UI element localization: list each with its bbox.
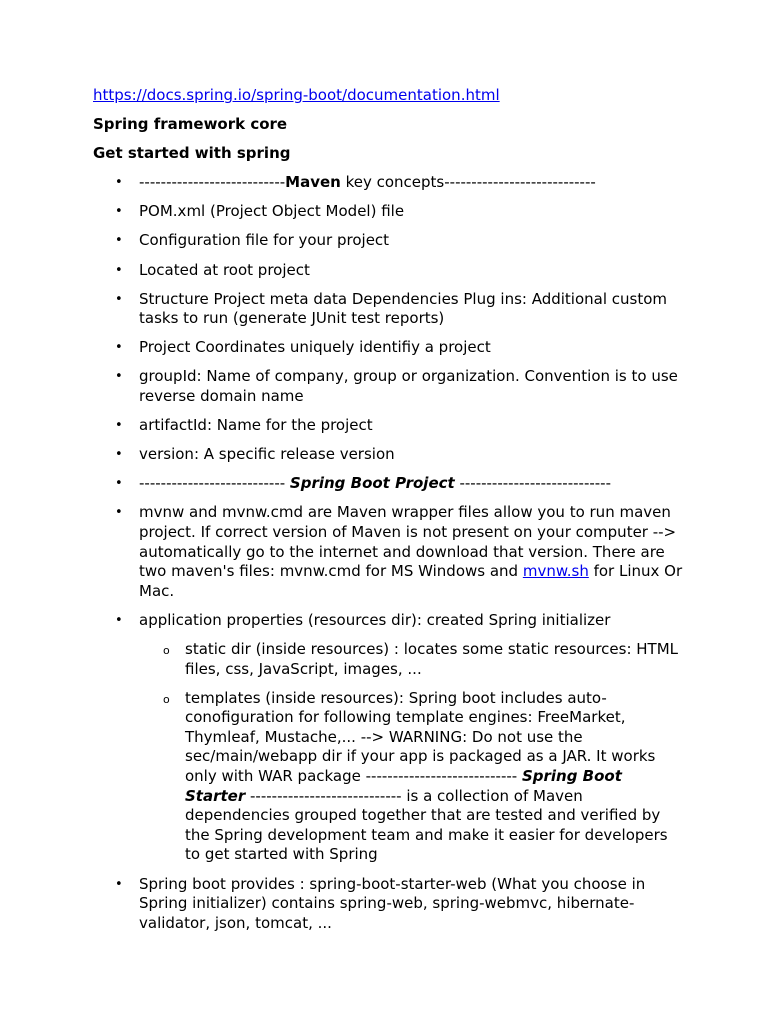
list-item: • Located at root project [93, 261, 683, 281]
mvnw-text: mvnw and mvnw.cmd are Maven wrapper files allow you to run maven project. If correct version of Maven is not present on your computer --> automatically go to the internet and download that version. There are two maven's files: mvnw.cmd for MS Windows and [139, 503, 677, 581]
mvnw-text-end: for Linux Or Mac. [139, 562, 683, 600]
maven-label: Maven [285, 173, 341, 192]
app-properties-text: application properties (resources dir): created Spring initializer [139, 610, 611, 629]
mvnw-sh-link[interactable]: mvnw.sh [522, 562, 589, 581]
list-item: • Configuration file for your project [93, 231, 683, 251]
sub-list-item-templates [139, 689, 683, 865]
list-item: • artifactId: Name for the project [93, 416, 683, 436]
spring-boot-starter-label: Spring Boot Starter [185, 767, 622, 805]
list-item-spring-boot-project-divider [93, 474, 683, 494]
list-item: • version: A specific release version [93, 445, 683, 465]
divider-dashes: --------------------------- [139, 474, 290, 493]
heading-spring-framework-core: Spring framework core [93, 115, 288, 134]
divider-dashes: --------------------------- [139, 173, 286, 192]
heading-get-started: Get started with spring [93, 144, 291, 163]
templates-text: templates (inside resources): Spring boot includes auto-conofiguration for following template engines: FreeMarket, Thymleaf, Mustache,... --> WARNING: Do not use the sec/main/webapp dir if your app is packaged as a JAR. It works only with WAR package ---------------------------- [185, 688, 656, 786]
divider-text: key concepts---------------------------- [340, 173, 596, 192]
spring-boot-project-label: Spring Boot Project [289, 474, 455, 493]
doc-url-link[interactable]: https://docs.spring.io/spring-boot/documentation.html [93, 86, 500, 104]
list-item: • POM.xml (Project Object Model) file [93, 202, 683, 222]
list-item: • Structure Project meta data Dependencies Plug ins: Additional custom tasks to run (generate JUnit test reports) [93, 290, 683, 329]
divider-dashes: ---------------------------- [454, 474, 612, 493]
list-item: • groupId: Name of company, group or organization. Convention is to use reverse domain name [93, 367, 683, 406]
list-item-maven-divider [93, 173, 683, 193]
main-bullet-list [93, 173, 683, 933]
sub-bullet-list [139, 640, 683, 865]
list-item-application-properties [93, 611, 683, 865]
list-item-mvnw [93, 503, 683, 601]
templates-text-end: ---------------------------- is a collection of Maven dependencies grouped together that are tested and verified by the Spring development team and make it easier for developers to get started with Spring [185, 786, 668, 864]
sub-list-item: o static dir (inside resources) : locates some static resources: HTML files, css, JavaScript, images, ... [139, 640, 683, 679]
list-item: • Spring boot provides : spring-boot-starter-web (What you choose in Spring initializer) contains spring-web, spring-webmvc, hibernate-validator, json, tomcat, ... [93, 875, 683, 934]
document-body [93, 86, 683, 943]
doc-url-paragraph [93, 86, 683, 106]
list-item: • Project Coordinates uniquely identifiy a project [93, 338, 683, 358]
